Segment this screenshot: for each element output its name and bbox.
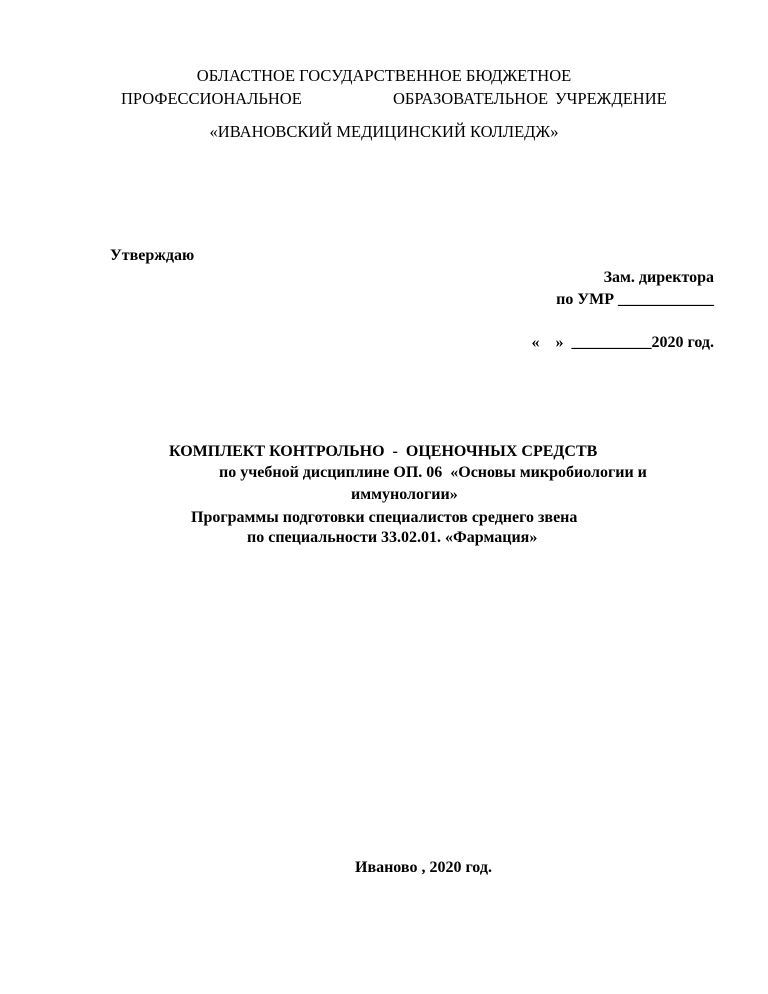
approval-position: Зам. директора	[603, 269, 714, 286]
institution-name: «ИВАНОВСКИЙ МЕДИЦИНСКИЙ КОЛЛЕДЖ»	[209, 122, 559, 141]
header-line-2-part-3: УЧРЕЖДЕНИЕ	[555, 89, 667, 108]
program-line: Программы подготовки специалистов среднего звена	[191, 509, 578, 526]
document-title: КОМПЛЕКТ КОНТРОЛЬНО - ОЦЕНОЧНЫХ СРЕДСТВ	[169, 443, 598, 460]
approval-department: по УМР ____________	[556, 291, 714, 308]
header-line-2-part-1: ПРОФЕССИОНАЛЬНОЕ	[121, 89, 302, 108]
discipline-line-1: по учебной дисциплине ОП. 06 «Основы микробиологии и	[219, 464, 647, 481]
specialty-line: по специальности 33.02.01. «Фармация»	[247, 529, 538, 546]
header-line-1: ОБЛАСТНОЕ ГОСУДАРСТВЕННОЕ БЮДЖЕТНОЕ	[196, 66, 572, 85]
approval-label: Утверждаю	[110, 247, 195, 264]
header-line-2-part-2: ОБРАЗОВАТЕЛЬНОЕ	[393, 89, 549, 108]
discipline-line-2: иммунологии»	[351, 486, 458, 503]
approval-date-line: « » __________2020 год.	[531, 334, 714, 351]
city-year: Иваново , 2020 год.	[355, 859, 492, 876]
